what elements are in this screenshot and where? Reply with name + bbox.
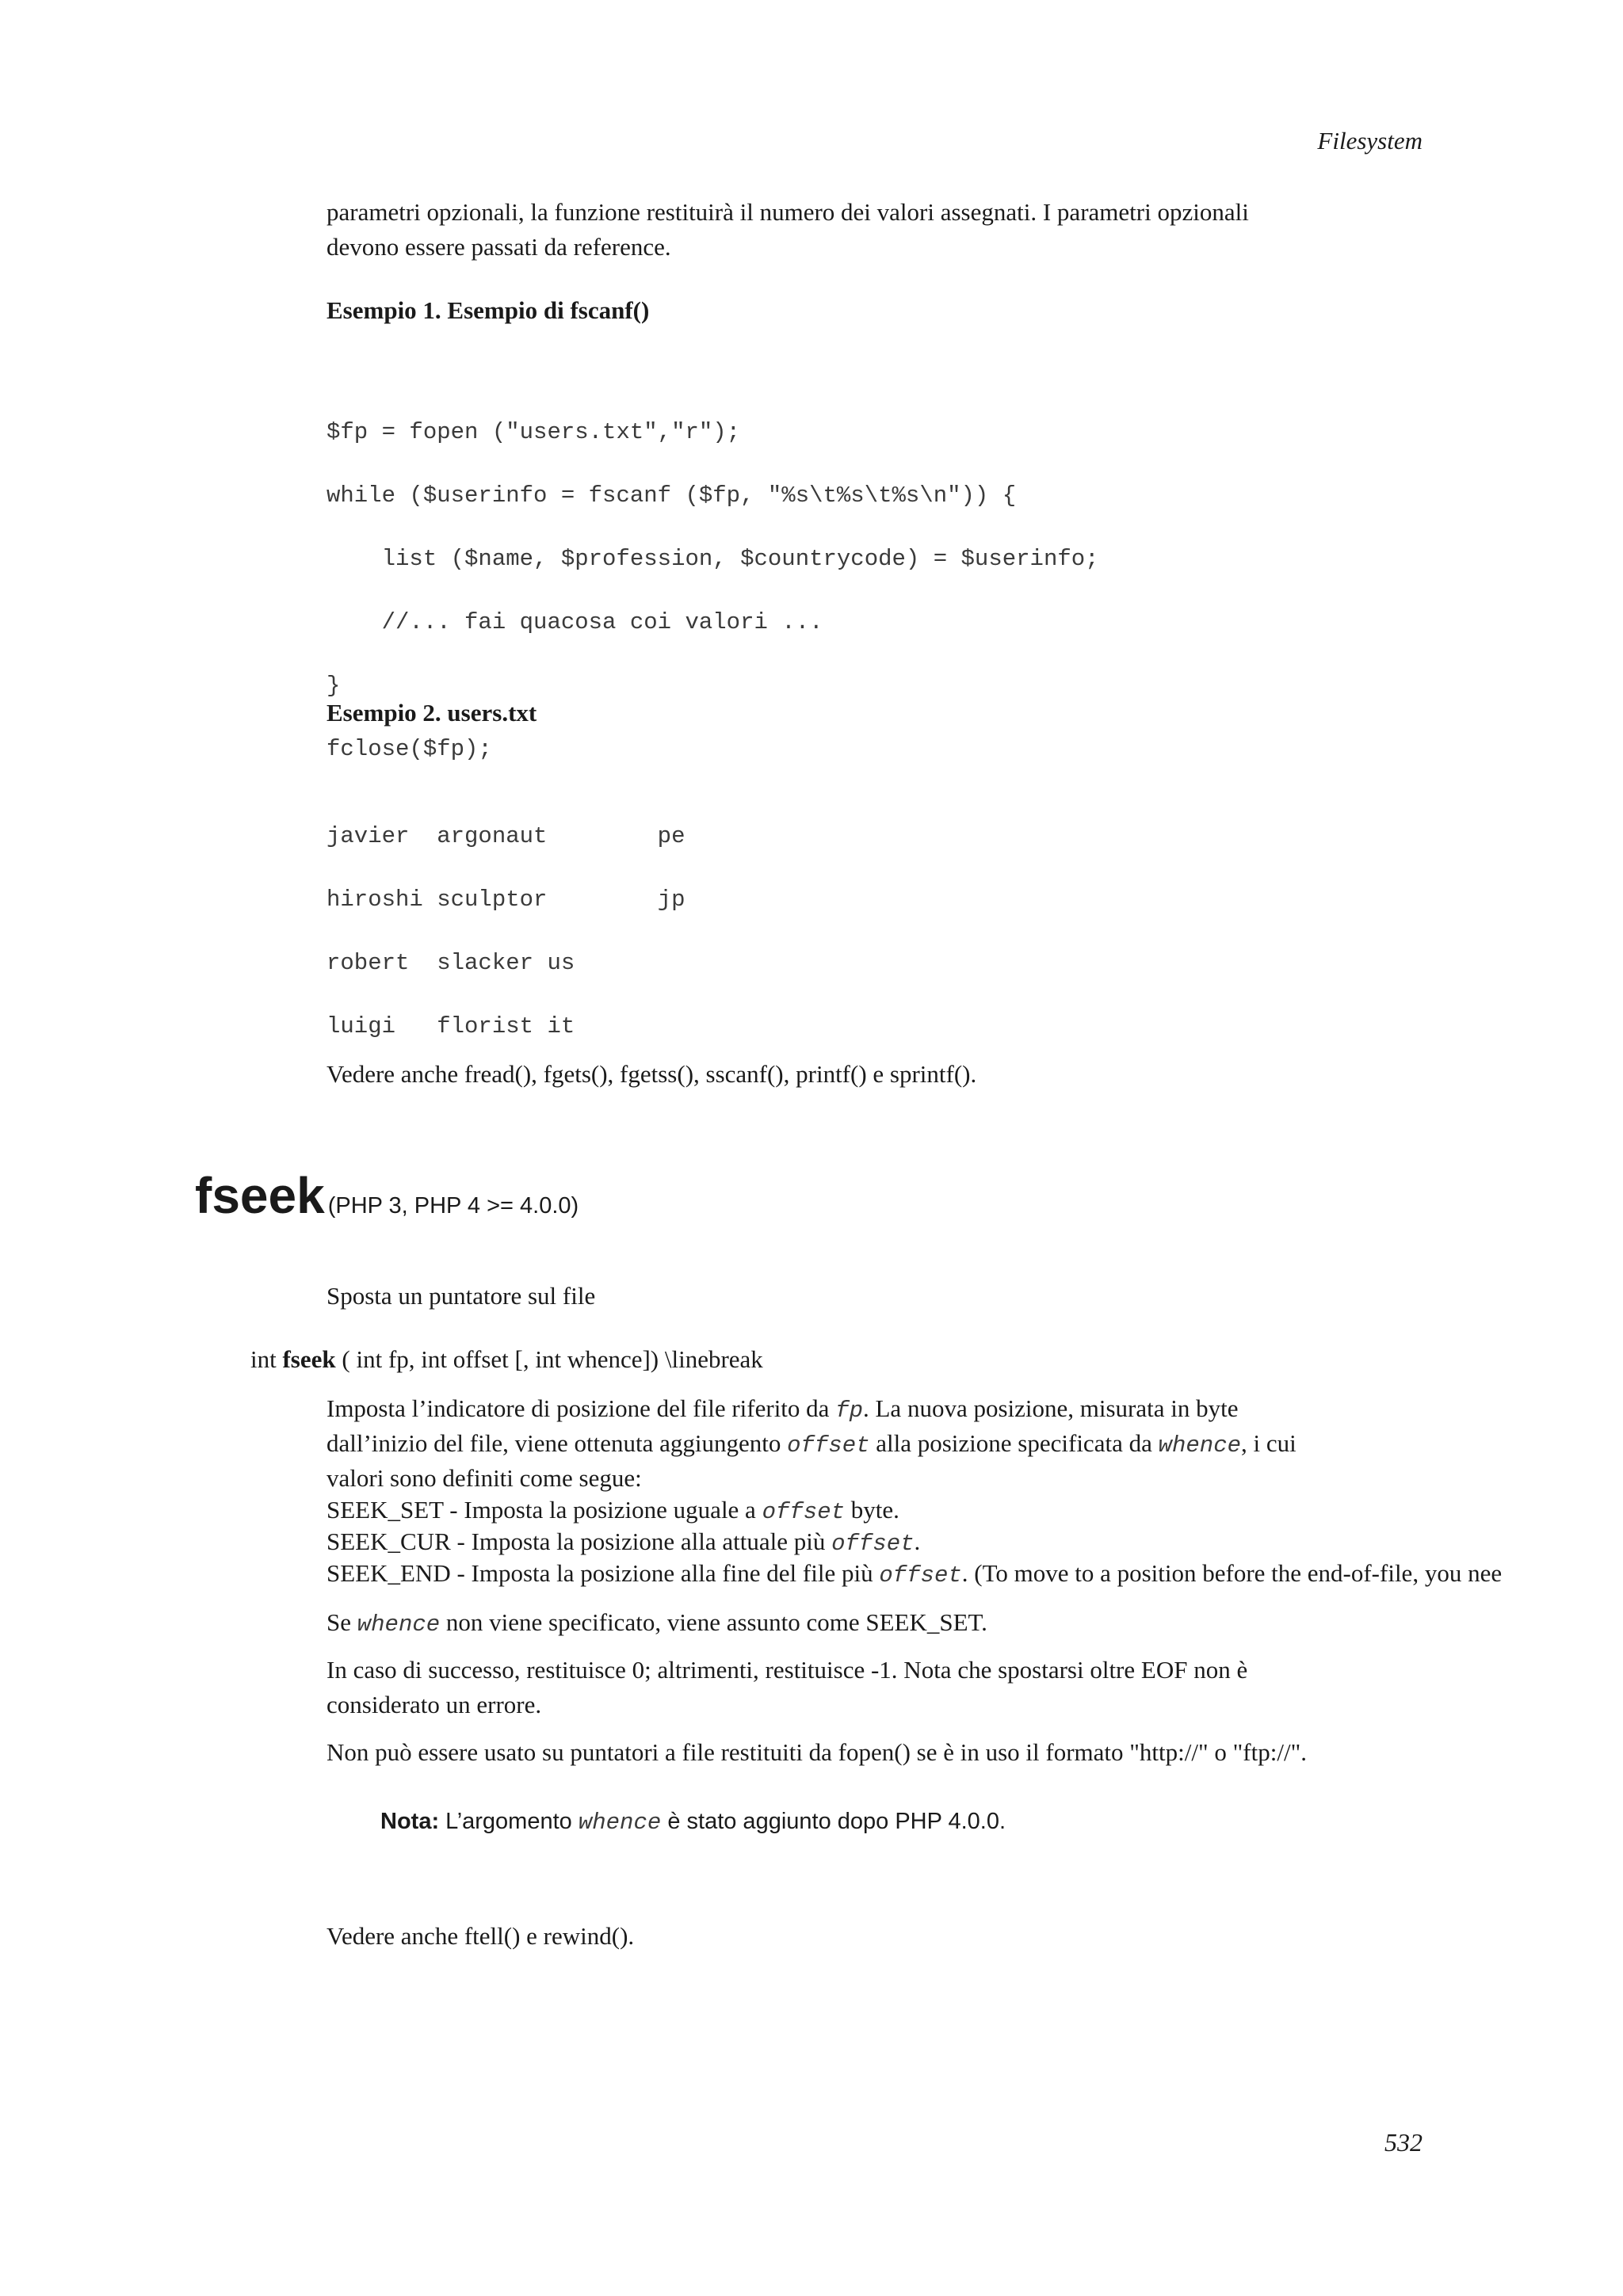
- code-line: }: [327, 673, 341, 699]
- function-versions: (PHP 3, PHP 4 >= 4.0.0): [327, 1193, 579, 1219]
- code-line: while ($userinfo = fscanf ($fp, "%s\t%s\t%s\n")) {: [327, 482, 1017, 509]
- page-number: 532: [1384, 2128, 1423, 2157]
- running-header: Filesystem: [1317, 127, 1423, 154]
- param-offset: offset: [787, 1432, 870, 1459]
- http-note: Non può essere usato su puntatori a file restituiti da fopen() se è in uso il formato "http://" o "ftp://".: [327, 1738, 1307, 1766]
- code-line: luigi florist it: [327, 1013, 575, 1039]
- note-label: Nota:: [380, 1809, 440, 1834]
- code-line: fclose($fp);: [327, 736, 492, 762]
- return-line-2: considerato un errore.: [327, 1691, 542, 1718]
- see-also-1: Vedere anche fread(), fgets(), fgetss(), sscanf(), printf() e sprintf().: [327, 1060, 977, 1088]
- desc-seek-set: SEEK_SET - Imposta la posizione uguale a offset byte.: [327, 1496, 899, 1525]
- desc-seek-cur: SEEK_CUR - Imposta la posizione alla attuale più offset.: [327, 1527, 921, 1557]
- code-line: $fp = fopen ("users.txt","r");: [327, 419, 741, 445]
- param-whence: whence: [1158, 1432, 1242, 1459]
- desc-line-2: dall’inizio del file, viene ottenuta aggiungento offset alla posizione specificata da whence, i cui: [327, 1429, 1296, 1459]
- code-line: hiroshi sculptor jp: [327, 887, 685, 913]
- code-line: list ($name, $profession, $countrycode) = $userinfo;: [327, 546, 1099, 572]
- example-2-title: Esempio 2. users.txt: [327, 699, 537, 727]
- function-heading: [195, 1166, 579, 1225]
- example-1-code: [327, 385, 1099, 797]
- return-line-1: In caso di successo, restituisce 0; altrimenti, restituisce -1. Nota che spostarsi oltre EOF non è: [327, 1656, 1248, 1684]
- intro-line-1: parametri opzionali, la funzione restituirà il numero dei valori assegnati. I parametri opzionali: [327, 198, 1249, 226]
- intro-line-2: devono essere passati da reference.: [327, 233, 671, 261]
- example-2-code: [327, 789, 685, 1074]
- code-line: robert slacker us: [327, 950, 575, 976]
- desc-line-3: valori sono definiti come segue:: [327, 1464, 642, 1492]
- function-name: fseek: [195, 1167, 325, 1224]
- example-1-title: Esempio 1. Esempio di fscanf(): [327, 296, 650, 324]
- param-fp: fp: [835, 1398, 863, 1424]
- desc-line-1: Imposta l’indicatore di posizione del file riferito da fp. La nuova posizione, misurata in byte: [327, 1394, 1239, 1424]
- function-synopsis: int fseek ( int fp, int offset [, int whence]) \linebreak: [250, 1345, 763, 1373]
- note: Nota: L’argomento whence è stato aggiunto dopo PHP 4.0.0.: [380, 1809, 1006, 1836]
- code-line: javier argonaut pe: [327, 823, 685, 849]
- code-line: //... fai quacosa coi valori ...: [327, 609, 823, 635]
- whence-default: Se whence non viene specificato, viene assunto come SEEK_SET.: [327, 1608, 987, 1638]
- function-purpose: Sposta un puntatore sul file: [327, 1282, 596, 1310]
- desc-seek-end: SEEK_END - Imposta la posizione alla fine del file più offset. (To move to a position before the end-of-file, you nee: [327, 1559, 1503, 1589]
- see-also-2: Vedere anche ftell() e rewind().: [327, 1922, 635, 1950]
